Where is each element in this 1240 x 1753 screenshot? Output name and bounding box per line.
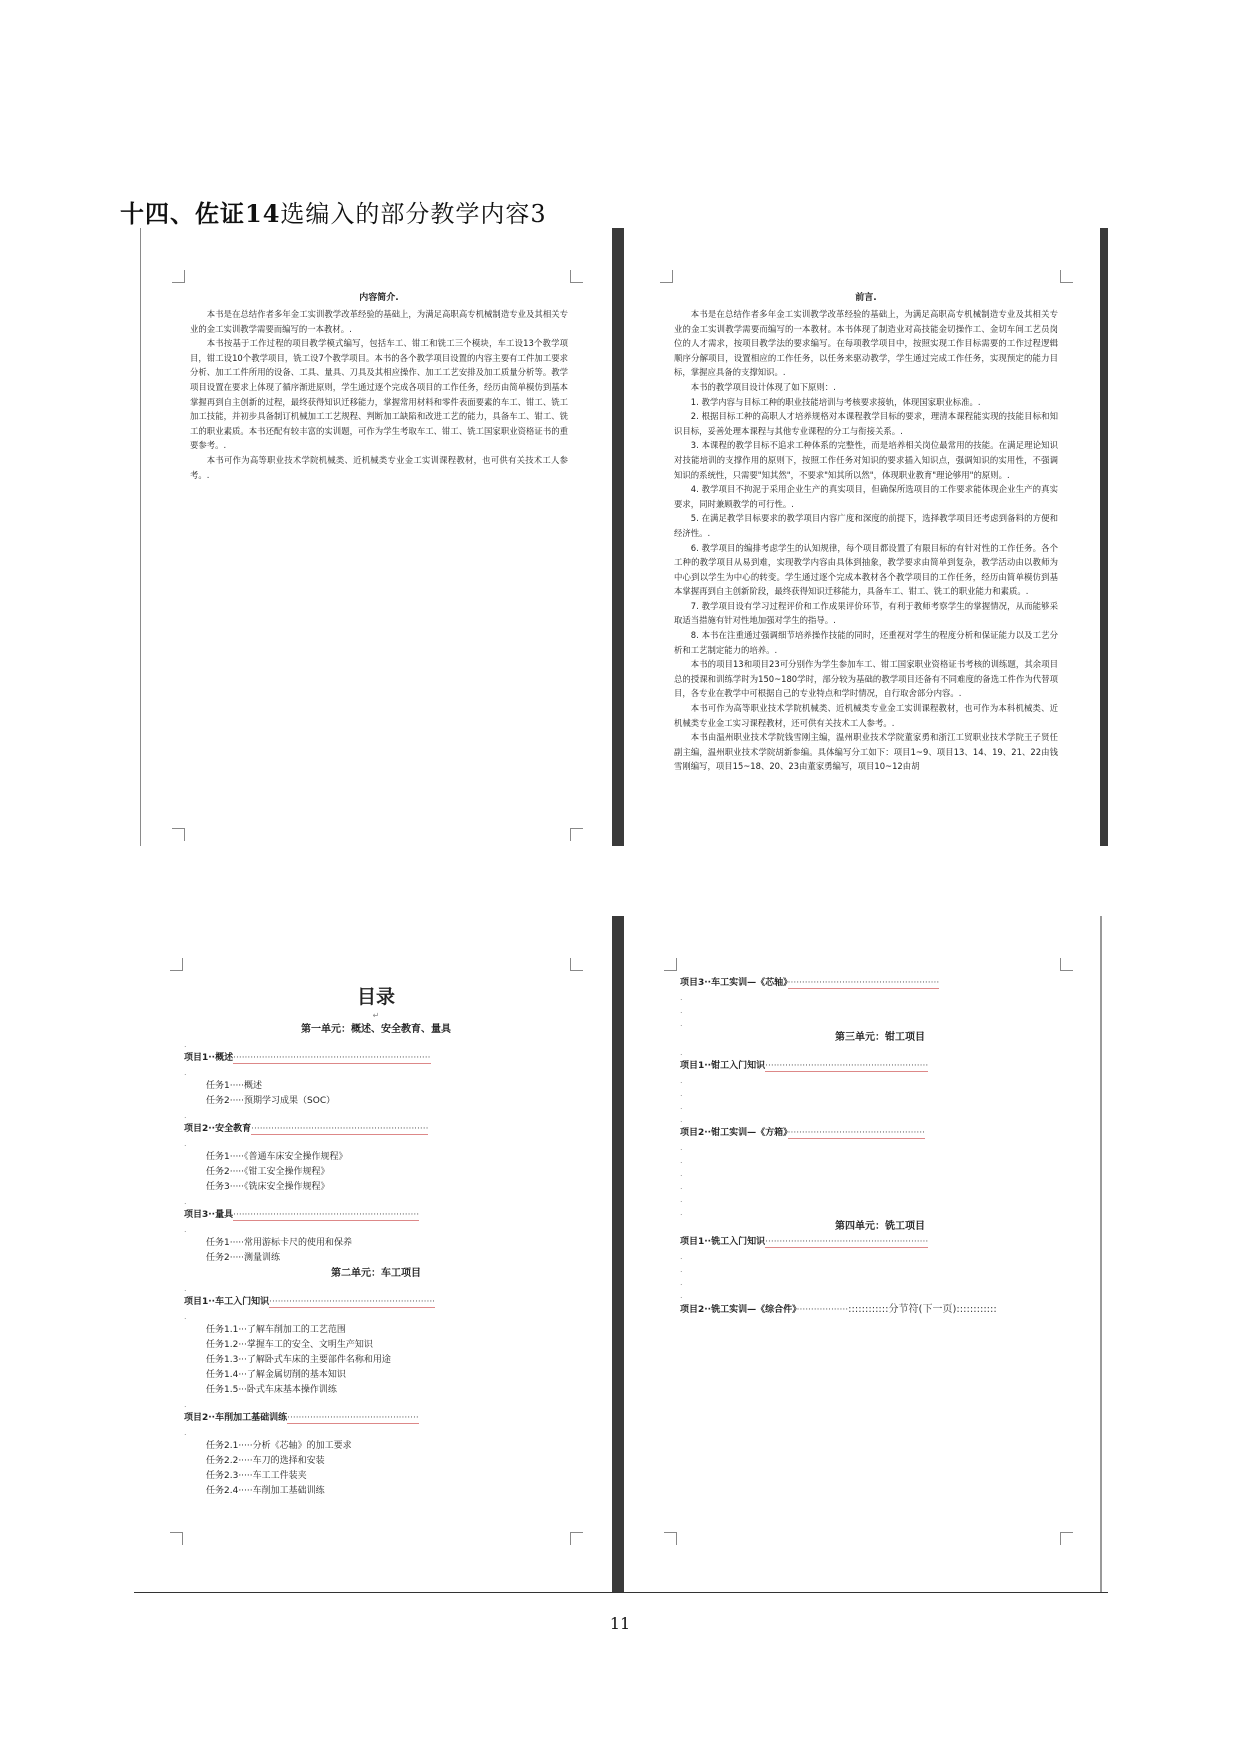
paragraph-mark: . — [680, 1143, 683, 1152]
crop-mark — [570, 270, 583, 283]
paragraph-mark: . — [184, 1428, 187, 1437]
page-shadow — [1100, 228, 1108, 846]
paragraph-mark: . — [184, 1139, 187, 1148]
intro-paragraph: 本书可作为高等职业技术学院机械类、近机械类专业金工实训课程教材，也可供有关技术工人参考。. — [190, 454, 568, 480]
paragraph-mark: . — [680, 1169, 683, 1178]
heading-bold: 十四、佐证14 — [120, 199, 281, 228]
preface-paragraph: 本书是在总结作者多年金工实训教学改革经验的基础上，为满足高职高专机械制造专业及其相关专业的金工实训教学需要而编写的一本教材。本书体现了制造业对高技能金切操作工、金切车间工艺员岗位的人才需求，按项目教学法的要求编写。在每项教学项目中，按照实现工作目标需要的工作过程逻辑顺序分解项目，设置相应的工作任务，以任务来驱动教学，学生通过完成工作任务，实现预定的能力目标，掌握应具备的支撑知识。. — [674, 309, 1058, 378]
toc-project-label: 项目3··车工实训—《芯轴》 — [680, 978, 788, 988]
toc-leader: ······························································ — [251, 1124, 429, 1134]
toc-task[interactable]: 任务2.4·····车削加工基础训练 — [206, 1486, 325, 1496]
footer-rule — [134, 1592, 1108, 1593]
paragraph-mark: . — [184, 1040, 187, 1049]
toc-project-label: 项目2··安全教育 — [184, 1124, 252, 1134]
preface-title: 前言. — [855, 293, 877, 303]
toc-project[interactable] — [680, 1235, 1080, 1250]
toc-project-label: 项目1··概述 — [184, 1053, 234, 1063]
toc-task[interactable]: 任务1.4···了解金属切削的基本知识 — [206, 1370, 346, 1380]
crop-mark — [570, 828, 583, 841]
page-shadow — [612, 228, 624, 846]
toc-task[interactable]: 任务1·····常用游标卡尺的使用和保养 — [206, 1238, 353, 1248]
toc-task[interactable]: 任务3·····《铣床安全操作规程》 — [206, 1182, 330, 1192]
toc-task[interactable]: 任务2·····《钳工安全操作规程》 — [206, 1167, 330, 1177]
toc-project-label: 项目2··车削加工基础训练 — [184, 1413, 288, 1423]
toc-project[interactable] — [184, 1122, 568, 1137]
preface-paragraph: 5. 在满足教学目标要求的教学项目内容广度和深度的前提下，选择教学项目还考虑到备料的方便和经济性。. — [674, 513, 1058, 538]
toc-task[interactable]: 任务2.1·····分析《芯轴》的加工要求 — [206, 1441, 352, 1451]
paragraph-mark: . — [680, 1208, 683, 1217]
paragraph-mark: . — [184, 1284, 187, 1293]
toc-project[interactable] — [184, 1295, 568, 1310]
toc-project[interactable] — [680, 1126, 1080, 1141]
toc-leader: ·············································· — [287, 1413, 419, 1423]
toc-task[interactable]: 任务1·····概述 — [206, 1081, 263, 1091]
toc-project-label: 项目1··铣工入门知识 — [680, 1237, 766, 1247]
toc-project-label: 项目1··钳工入门知识 — [680, 1061, 766, 1071]
paragraph-mark: . — [680, 1076, 683, 1085]
paragraph-mark: . — [680, 1006, 683, 1015]
toc-task[interactable]: 任务2·····预期学习成果（SOC） — [206, 1096, 336, 1106]
section-heading — [120, 194, 547, 229]
crop-mark — [1060, 1532, 1073, 1545]
crop-mark — [664, 958, 677, 971]
toc-leader: ·························································· — [269, 1297, 436, 1307]
preface-paragraph: 6. 教学项目的编排考虑学生的认知规律，每个项目都设置了有限目标的有针对性的工作任务。各个工种的教学项目从易到难，实现教学内容由具体到抽象，教学要求由简单到复杂，教学活动由以教师为中心到以学生为中心的转变。学生通过逐个完成本教材各个教学项目的工作任务，经历由简单模仿到基本掌握再到自主创新阶段，最终获得知识迁移能力，具备车工、钳工、铣工的职业能力和素质。. — [674, 542, 1058, 597]
crop-mark — [660, 270, 673, 283]
preface-paragraph: 8. 本书在注重通过强调细节培养操作技能的同时，还重视对学生的程度分析和保证能力以及工艺分析和工艺制定能力的培养。. — [674, 630, 1058, 655]
paragraph-mark: . — [680, 1195, 683, 1204]
toc-task[interactable]: 任务1.2···掌握车工的安全、文明生产知识 — [206, 1340, 373, 1350]
heading-rest: 选编入的部分教学内容3 — [280, 200, 547, 228]
toc-project[interactable] — [680, 1059, 1080, 1074]
page-shadow — [612, 916, 624, 1592]
paragraph-mark: . — [680, 1089, 683, 1098]
page-edge — [1100, 916, 1102, 1592]
toc-leader: ·················· — [796, 1305, 849, 1315]
intro-title: 内容简介. — [359, 293, 399, 303]
crop-mark — [664, 1532, 677, 1545]
toc-project[interactable] — [184, 1411, 568, 1426]
paragraph-mark: . — [680, 1115, 683, 1124]
toc-project-label: 项目2··铣工实训—《综合件》 — [680, 1305, 797, 1315]
preface-paragraph: 本书可作为高等职业技术学院机械类、近机械类专业金工实训课程教材，也可作为本科机械类、近机械类专业金工实习课程教材，还可供有关技术工人参考。. — [674, 703, 1058, 728]
page-divider-left — [140, 228, 141, 846]
crop-mark — [170, 1532, 183, 1545]
toc-task[interactable]: 任务1.5···卧式车床基本操作训练 — [206, 1385, 337, 1395]
toc-title: 目录 — [356, 986, 395, 1008]
paragraph-mark: . — [184, 1225, 187, 1234]
preface-paragraph: 7. 教学项目设有学习过程评价和工作成果评价环节，有利于教师考察学生的掌握情况，从而能够采取适当措施有针对性地加强对学生的指导。. — [674, 600, 1058, 626]
paragraph-mark: . — [680, 1265, 683, 1274]
toc-leader: ························································· — [765, 1237, 929, 1247]
section-break-label: ::::::::::::分节符(下一页):::::::::::: — [848, 1304, 997, 1315]
paragraph-mark: . — [184, 1068, 187, 1077]
paragraph-mark: . — [184, 1197, 187, 1206]
crop-mark — [172, 828, 185, 841]
toc-unit: 第一单元：概述、安全教育、量具 — [301, 1024, 451, 1035]
paragraph-mark: . — [680, 1156, 683, 1165]
toc-task[interactable]: 任务2·····测量训练 — [206, 1253, 281, 1263]
toc-project[interactable] — [184, 1208, 568, 1223]
toc-project[interactable] — [184, 1051, 568, 1066]
page-screenshot-preface — [624, 228, 1100, 846]
crop-mark — [170, 958, 183, 971]
toc-task[interactable]: 任务1.3···了解卧式车床的主要部件名称和用途 — [206, 1355, 391, 1365]
toc-leader: ····································································· — [233, 1053, 431, 1063]
page-screenshot-toc-continued — [624, 916, 1100, 1592]
crop-mark — [172, 270, 185, 283]
crop-mark — [1060, 270, 1073, 283]
crop-mark — [570, 1532, 583, 1545]
toc-project-label: 项目3··量具 — [184, 1210, 234, 1220]
toc-project-label: 项目1··车工入门知识 — [184, 1297, 270, 1307]
crop-mark — [570, 958, 583, 971]
paragraph-mark: . — [184, 1400, 187, 1409]
paragraph-mark: . — [680, 1019, 683, 1028]
toc-leader: ····················································· — [787, 978, 940, 988]
toc-unit: 第二单元：车工项目 — [331, 1268, 421, 1279]
toc-leader: ································································· — [233, 1210, 420, 1220]
preface-paragraph: 2. 根据目标工种的高职人才培养规格对本课程教学目标的要求，理清本课程能实现的技能目标和知识目标，妥善处理本课程与其他专业课程的分工与衔接关系。. — [674, 411, 1058, 436]
page-screenshot-toc — [142, 916, 610, 1592]
paragraph-mark: . — [680, 1182, 683, 1191]
intro-paragraph: 本书是在总结作者多年金工实训教学改革经验的基础上，为满足高职高专机械制造专业及其相关专业的金工实训教学需要而编写的一本教材。. — [190, 309, 568, 334]
paragraph-mark: ↵ — [372, 1011, 380, 1020]
toc-unit: 第四单元：铣工项目 — [835, 1221, 925, 1232]
intro-paragraph: 本书按基于工作过程的项目教学模式编写，包括车工、钳工和铣工三个模块，车工设13个教学项目，钳工设10个教学项目，铣工设7个教学项目。本书的各个教学项目设置的内容主要有工件加工要求分析、加工工件所用的设备、工具、量具、刀具及其相应操作、加工工艺安排及加工质量分析等。教学项目设置在要求上体现了循序渐进原则，学生通过逐个完成各项目的工作任务，经历由简单模仿到基本掌握再到自主创新的过程，最终获得知识迁移能力，掌握常用材料和零件表面要素的车工、钳工、铣工加工技能，并初步具备制订机械加工工艺规程、判断加工缺陷和改进工艺的能力，具备车工、钳工、铣工的职业素质。本书还配有较丰富的实训题，可作为学生考取车工、钳工、铣工国家职业资格证书的重要参考。. — [190, 338, 568, 451]
preface-paragraph: 3. 本课程的教学目标不追求工种体系的完整性，而是培养相关岗位最常用的技能。在满足理论知识对技能培训的支撑作用的原则下，按照工作任务对知识的要求插入知识点，强调知识的实用性，不强调知识的系统性，只需要"知其然"，不要求"知其所以然"，体现职业教育"理论够用"的原则。. — [674, 440, 1058, 480]
preface-paragraph: 本书由温州职业技术学院钱雪刚主编，温州职业技术学院董家勇和浙江工贸职业技术学院王子贤任副主编，温州职业技术学院胡新参编。具体编写分工如下：项目1~9、项目13、14、19、21、22由钱雪刚编写，项目15~18、20、23由董家勇编写，项目10~12由胡 — [674, 732, 1058, 772]
preface-paragraph: 本书的项目13和项目23可分别作为学生参加车工、钳工国家职业资格证书考核的训练题，其余项目总的授课和训练学时为150~180学时，部分较为基础的教学项目还备有不同难度的备选工件作为代替项目，各专业在教学中可根据自己的专业特点和学时情况，自行取舍部分内容。. — [674, 659, 1058, 699]
toc-project[interactable] — [680, 1302, 1080, 1318]
toc-leader: ························································· — [765, 1061, 929, 1071]
crop-mark — [1060, 958, 1073, 971]
toc-project[interactable] — [680, 976, 1080, 991]
toc-unit: 第三单元：钳工项目 — [835, 1032, 925, 1043]
paragraph-mark: . — [680, 993, 683, 1002]
toc-task[interactable]: 任务2.3·····车工工件装夹 — [206, 1471, 307, 1481]
page-screenshot-intro — [142, 228, 610, 846]
toc-task[interactable]: 任务1·····《普通车床安全操作规程》 — [206, 1152, 348, 1162]
toc-task[interactable]: 任务2.2·····车刀的选择和安装 — [206, 1456, 325, 1466]
preface-paragraph: 1. 教学内容与目标工种的职业技能培训与考核要求接轨，体现国家职业标准。. — [690, 396, 981, 407]
preface-paragraph: 本书的教学项目设计体现了如下原则：. — [690, 381, 836, 392]
toc-project-label: 项目2··钳工实训—《方箱》 — [680, 1128, 788, 1138]
paragraph-mark: . — [680, 1048, 683, 1057]
paragraph-mark: . — [680, 1252, 683, 1261]
paragraph-mark: . — [680, 1102, 683, 1111]
paragraph-mark: . — [680, 1291, 683, 1300]
toc-task[interactable]: 任务1.1···了解车削加工的工艺范围 — [206, 1325, 346, 1335]
paragraph-mark: . — [184, 1312, 187, 1321]
toc-leader: ················································ — [787, 1128, 925, 1138]
preface-paragraph: 4. 教学项目不拘泥于采用企业生产的真实项目，但确保所选项目的工作要求能体现企业生产的真实要求，同时兼顾教学的可行性。. — [674, 484, 1058, 509]
paragraph-mark: . — [184, 1111, 187, 1120]
paragraph-mark: . — [680, 1278, 683, 1287]
page-number: 11 — [609, 1614, 631, 1633]
